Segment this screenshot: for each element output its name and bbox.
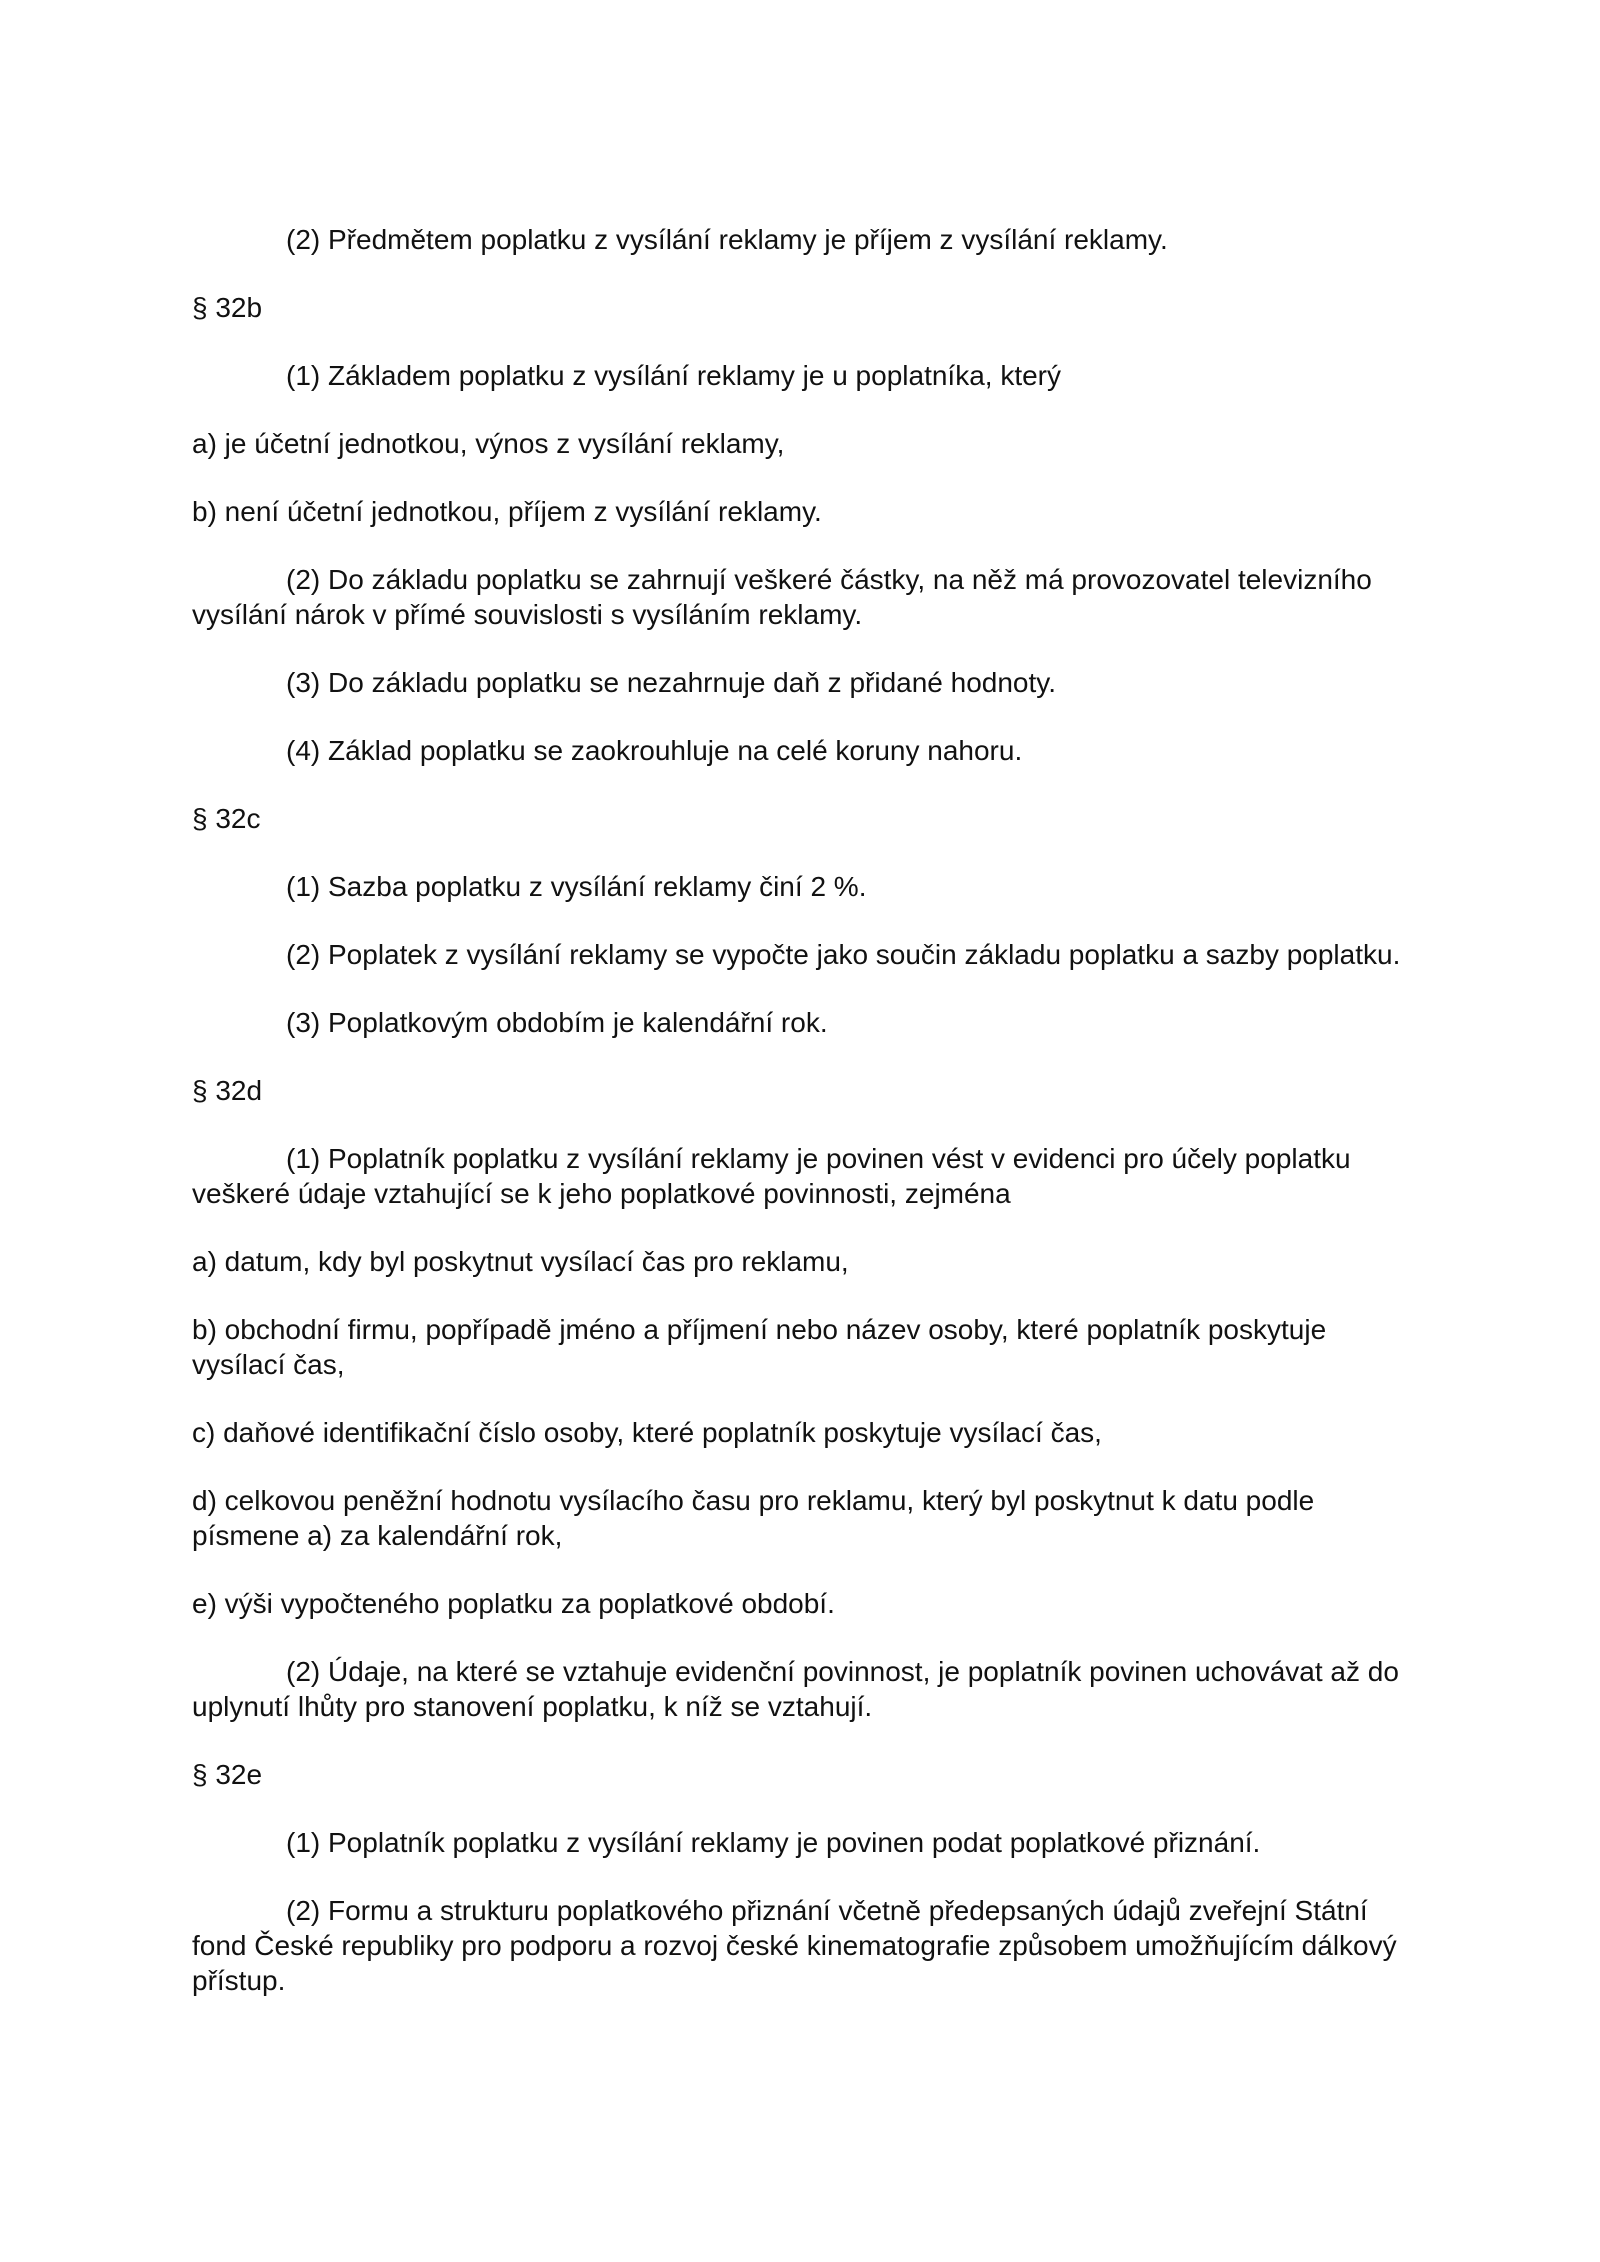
paragraph-32b-1: (1) Základem poplatku z vysílání reklamy je u poplatníka, který [286,360,1062,391]
paragraph-32b-3: (3) Do základu poplatku se nezahrnuje daň z přidané hodnoty. [286,667,1056,698]
paragraph-32e-1: (1) Poplatník poplatku z vysílání reklamy je povinen podat poplatkové přiznání. [286,1827,1261,1858]
paragraph-32e-2: (2) Formu a strukturu poplatkového přiznání včetně předepsaných údajů zveřejní Státní fond České republiky pro podporu a rozvoj české kinematografie způsobem umožňujícím dálkový přístup. [192,1895,1397,1996]
paragraph-32c-3: (3) Poplatkovým obdobím je kalendářní rok. [286,1007,828,1038]
paragraph-32d-2: (2) Údaje, na které se vztahuje evidenční povinnost, je poplatník povinen uchovávat až do uplynutí lhůty pro stanovení poplatku, k níž se vztahují. [192,1656,1399,1722]
list-item-32b-1a: a) je účetní jednotkou, výnos z vysílání reklamy, [192,428,785,459]
paragraph-32d-1: (1) Poplatník poplatku z vysílání reklamy je povinen vést v evidenci pro účely poplatku veškeré údaje vztahující se k jeho poplatkové povinnosti, zejména [192,1143,1351,1209]
list-item-32b-1b: b) není účetní jednotkou, příjem z vysílání reklamy. [192,496,822,527]
section-heading-32d: § 32d [192,1075,263,1106]
paragraph-32c-1: (1) Sazba poplatku z vysílání reklamy činí 2 %. [286,871,867,902]
section-heading-32b: § 32b [192,292,263,323]
list-item-32d-1e: e) výši vypočteného poplatku za poplatkové období. [192,1588,835,1619]
paragraph-32b-2: (2) Do základu poplatku se zahrnují veškeré částky, na něž má provozovatel televizního vysílání nárok v přímé souvislosti s vysíláním reklamy. [192,564,1372,630]
paragraph-32c-2: (2) Poplatek z vysílání reklamy se vypočte jako součin základu poplatku a sazby poplatku. [286,939,1401,970]
list-item-32d-1b: b) obchodní firmu, popřípadě jméno a příjmení nebo název osoby, které poplatník poskytuje vysílací čas, [192,1314,1327,1380]
paragraph-32a-2: (2) Předmětem poplatku z vysílání reklamy je příjem z vysílání reklamy. [286,224,1168,255]
list-item-32d-1c: c) daňové identifikační číslo osoby, které poplatník poskytuje vysílací čas, [192,1417,1102,1448]
section-heading-32c: § 32c [192,803,261,834]
list-item-32d-1d: d) celkovou peněžní hodnotu vysílacího času pro reklamu, který byl poskytnut k datu podle písmene a) za kalendářní rok, [192,1485,1315,1551]
section-heading-32e: § 32e [192,1759,263,1790]
list-item-32d-1a: a) datum, kdy byl poskytnut vysílací čas pro reklamu, [192,1246,849,1277]
paragraph-32b-4: (4) Základ poplatku se zaokrouhluje na celé koruny nahoru. [286,735,1023,766]
document-body [192,222,1402,2031]
